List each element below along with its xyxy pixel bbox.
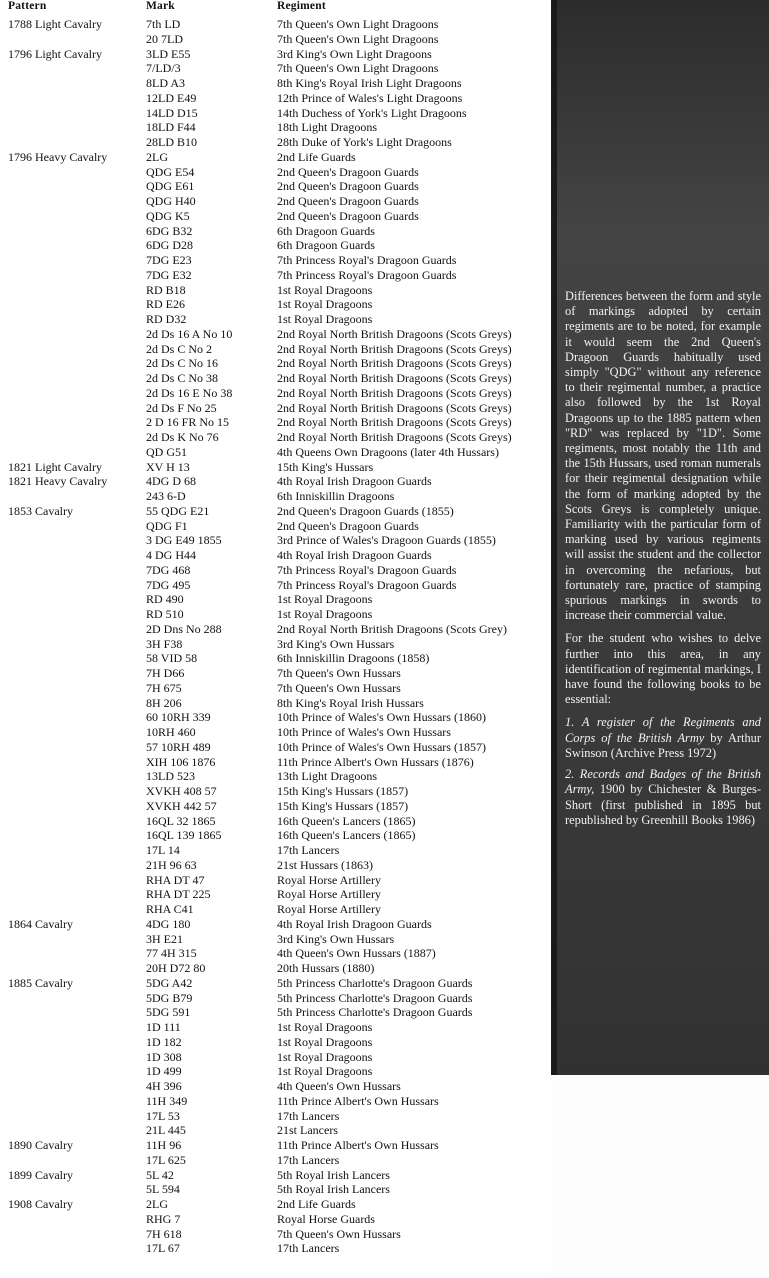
regiment-cell: 17th Lancers (277, 843, 340, 857)
mark-cell: 2d Ds K No 76 (146, 430, 219, 444)
regiment-cell: 8th King's Royal Irish Hussars (277, 695, 424, 710)
table-row (0, 120, 548, 135)
mark-cell: 21L 445 (146, 1123, 186, 1138)
mark-cell: 4 DG H44 (146, 548, 196, 562)
mark-cell: XVKH 408 57 (146, 784, 217, 798)
mark-cell: 7H D66 (146, 666, 185, 680)
regiment-cell: 2nd Life Guards (277, 149, 356, 164)
mark-cell: 28LD B10 (146, 135, 197, 149)
mark-cell: 58 VID 58 (146, 651, 198, 666)
table-row (0, 1153, 548, 1168)
regiment-cell: 7th Queen's Own Hussars (277, 666, 401, 680)
regiment-cell: 15th King's Hussars (277, 459, 374, 474)
mark-cell: 17L 14 (146, 843, 180, 857)
mark-cell: 3H F38 (146, 636, 183, 651)
regiment-cell: 7th Princess Royal's Dragoon Guards (277, 267, 457, 282)
table-row (0, 91, 548, 106)
mark-cell: 57 10RH 489 (146, 739, 211, 754)
regiment-cell: 2nd Royal North British Dragoons (Scots Greys) (277, 341, 512, 356)
pattern-cell: 1890 Cavalry (8, 1138, 73, 1152)
table-row (0, 887, 548, 902)
column-header-regiment: Regiment (277, 0, 326, 12)
table-row (0, 312, 548, 327)
book-2-title: 2. Records and Badges of the British Army, (565, 767, 761, 797)
table-row (0, 637, 548, 652)
mark-cell: RD E26 (146, 297, 185, 312)
table-row (0, 504, 548, 519)
regiment-cell: 16th Queen's Lancers (1865) (277, 813, 416, 828)
regiment-cell: 4th Royal Irish Dragoon Guards (277, 916, 432, 931)
regiment-cell: 7th Queen's Own Hussars (277, 1226, 401, 1241)
table-row (0, 283, 548, 298)
mark-cell: 5DG A42 (146, 975, 193, 990)
table-row (0, 991, 548, 1006)
pattern-cell: 1796 Heavy Cavalry (8, 149, 108, 164)
pattern-cell: 1821 Heavy Cavalry (8, 474, 108, 489)
table-row (0, 533, 548, 548)
mark-cell: 3 DG E49 1855 (146, 533, 222, 548)
table-row (0, 784, 548, 799)
regiment-cell: 2nd Royal North British Dragoons (Scots Greys) (277, 356, 512, 371)
sidebar-paragraph-2: For the student who wishes to delve further into this area, in any identification of regimental markings, I have found the following books to be essential: (565, 631, 761, 707)
mark-cell: QDG E54 (146, 164, 195, 179)
regiment-cell: 2nd Queen's Dragoon Guards (1855) (277, 503, 454, 518)
mark-cell: RD 510 (146, 607, 184, 621)
regiment-cell: 7th Queen's Own Hussars (277, 680, 401, 695)
regiment-cell: 3rd Prince of Wales's Dragoon Guards (1855) (277, 533, 496, 548)
regiment-cell: Royal Horse Guards (277, 1211, 375, 1226)
table-row (0, 666, 548, 681)
regiment-cell: 20th Hussars (1880) (277, 961, 375, 975)
table-row (0, 725, 548, 740)
regiment-cell: Royal Horse Artillery (277, 872, 381, 887)
mark-cell: 7DG 468 (146, 562, 191, 577)
regiment-cell: 15th King's Hussars (1857) (277, 784, 409, 798)
mark-cell: 243 6-D (146, 489, 186, 503)
mark-cell: 8H 206 (146, 695, 182, 710)
mark-cell: 21H 96 63 (146, 857, 197, 872)
regiment-cell: 10th Prince of Wales's Own Hussars (1857) (277, 739, 486, 754)
regiment-cell: 5th Royal Irish Lancers (277, 1182, 390, 1197)
regiment-cell: 2nd Royal North British Dragoons (Scots Greys) (277, 415, 512, 430)
mark-cell: RHA DT 225 (146, 887, 211, 902)
table-row (0, 1109, 548, 1124)
regiment-cell: 7th Queen's Own Light Dragoons (277, 61, 439, 76)
regiment-cell: 2nd Royal North British Dragoons (Scots Greys) (277, 326, 512, 341)
regiment-cell: Royal Horse Artillery (277, 887, 381, 902)
table-row (0, 1035, 548, 1050)
mark-cell: 13LD 523 (146, 769, 195, 784)
regiment-cell: 2nd Life Guards (277, 1197, 356, 1211)
table-row (0, 106, 548, 121)
regiment-cell: 1st Royal Dragoons (277, 607, 373, 621)
mark-cell: 5DG B79 (146, 990, 193, 1005)
regiment-cell: 5th Princess Charlotte's Dragoon Guards (277, 1005, 473, 1020)
table-row (0, 445, 548, 460)
table-row (0, 710, 548, 725)
regiment-cell: 10th Prince of Wales's Own Hussars (277, 725, 451, 739)
table-row (0, 1123, 548, 1138)
book-1-details: by Arthur Swinson (Archive Press 1972) (565, 730, 761, 760)
table-row (0, 61, 548, 76)
regiment-cell: 6th Dragoon Guards (277, 238, 375, 253)
mark-cell: 14LD D15 (146, 105, 198, 120)
table-row (0, 1168, 548, 1183)
regiment-cell: 2nd Royal North British Dragoons (Scots Greys) (277, 430, 512, 444)
table-row (0, 961, 548, 976)
table-row (0, 76, 548, 91)
book-reference-2 (565, 767, 761, 828)
book-1-title: 1. A register of the Regiments and Corps of the British Army (565, 715, 761, 745)
pattern-cell: 1899 Cavalry (8, 1167, 73, 1182)
table-row (0, 150, 548, 165)
regiment-cell: 1st Royal Dragoons (277, 1064, 373, 1079)
mark-cell: QDG H40 (146, 194, 196, 208)
table-row (0, 430, 548, 445)
table-row (0, 1020, 548, 1035)
regiment-cell: 11th Prince Albert's Own Hussars (277, 1093, 439, 1108)
regiment-cell: 6th Inniskillin Dragoons (277, 489, 395, 503)
regiment-cell: 2nd Royal North British Dragoons (Scots Greys) (277, 400, 512, 415)
regiment-cell: 16th Queen's Lancers (1865) (277, 828, 416, 843)
table-row (0, 17, 548, 32)
mark-cell: 20H D72 80 (146, 961, 206, 975)
table-row (0, 47, 548, 62)
table-row (0, 474, 548, 489)
table-row (0, 1182, 548, 1197)
mark-cell: 16QL 139 1865 (146, 828, 222, 843)
regiment-cell: 4th Royal Irish Dragoon Guards (277, 474, 432, 489)
table-row (0, 342, 548, 357)
mark-cell: 7DG 495 (146, 577, 191, 592)
column-header-pattern: Pattern (8, 0, 47, 12)
table-row (0, 1197, 548, 1212)
mark-cell: 10RH 460 (146, 725, 196, 739)
mark-cell: 16QL 32 1865 (146, 813, 216, 828)
mark-cell: RHA C41 (146, 902, 194, 916)
table-row (0, 194, 548, 209)
regiment-cell: 3rd King's Own Hussars (277, 931, 395, 946)
mark-cell: 7/LD/3 (146, 61, 181, 76)
table-row (0, 814, 548, 829)
mark-cell: 7th LD (146, 17, 181, 31)
mark-cell: QDG K5 (146, 208, 190, 223)
table-row (0, 1212, 548, 1227)
mark-cell: 8LD A3 (146, 76, 185, 90)
mark-cell: 2d Ds F No 25 (146, 400, 217, 415)
regiment-cell: 5th Princess Charlotte's Dragoon Guards (277, 990, 473, 1005)
table-row (0, 843, 548, 858)
mark-cell: 3LD E55 (146, 46, 191, 61)
table-row (0, 548, 548, 563)
mark-cell: 5L 594 (146, 1182, 180, 1197)
table-row (0, 165, 548, 180)
table-row (0, 1138, 548, 1153)
mark-cell: 20 7LD (146, 31, 183, 46)
mark-cell: QDG F1 (146, 518, 188, 533)
pattern-cell: 1908 Cavalry (8, 1197, 73, 1211)
mark-cell: QD G51 (146, 444, 187, 459)
table-row (0, 563, 548, 578)
table-row (0, 415, 548, 430)
mark-cell: 1D 182 (146, 1034, 182, 1049)
mark-cell: RD B18 (146, 282, 186, 297)
table-row (0, 578, 548, 593)
regiment-cell: 5th Royal Irish Lancers (277, 1167, 390, 1182)
mark-cell: RHA DT 47 (146, 872, 205, 887)
mark-cell: 77 4H 315 (146, 946, 197, 961)
pattern-cell: 1885 Cavalry (8, 975, 73, 990)
table-row (0, 356, 548, 371)
mark-cell: RD D32 (146, 312, 187, 326)
table-row (0, 622, 548, 637)
regiment-cell: 6th Inniskillin Dragoons (1858) (277, 651, 430, 666)
mark-cell: 2d Ds C No 16 (146, 356, 219, 371)
table-row (0, 489, 548, 504)
regiment-cell: 10th Prince of Wales's Own Hussars (1860) (277, 710, 486, 725)
table-row (0, 607, 548, 622)
regiment-cell: 1st Royal Dragoons (277, 282, 373, 297)
regiment-cell: 1st Royal Dragoons (277, 592, 373, 607)
regiment-cell: 2nd Royal North British Dragoons (Scots Greys) (277, 385, 512, 400)
regiment-cell: 1st Royal Dragoons (277, 297, 373, 312)
table-row (0, 460, 548, 475)
mark-cell: 17L 625 (146, 1152, 186, 1167)
mark-cell: 17L 67 (146, 1241, 180, 1256)
table-row (0, 32, 548, 47)
table-row (0, 651, 548, 666)
regiment-cell: 7th Princess Royal's Dragoon Guards (277, 253, 457, 267)
regiment-cell: 4th Queen's Own Hussars (1887) (277, 946, 436, 961)
table-row (0, 696, 548, 711)
regiment-cell: 8th King's Royal Irish Light Dragoons (277, 76, 462, 90)
regiment-cell: 3rd King's Own Hussars (277, 636, 395, 651)
table-row (0, 268, 548, 283)
mark-cell: 6DG D28 (146, 238, 193, 253)
mark-cell: 4DG 180 (146, 916, 191, 931)
table-row (0, 1005, 548, 1020)
mark-cell: 1D 308 (146, 1049, 182, 1064)
pattern-cell: 1853 Cavalry (8, 503, 73, 518)
mark-cell: 17L 53 (146, 1108, 180, 1123)
regiment-cell: 4th Queen's Own Hussars (277, 1079, 401, 1093)
table-row (0, 1079, 548, 1094)
mark-cell: 4H 396 (146, 1079, 182, 1093)
table-row (0, 755, 548, 770)
table-row (0, 740, 548, 755)
regiment-cell: 14th Duchess of York's Light Dragoons (277, 105, 467, 120)
table-row (0, 371, 548, 386)
table-row (0, 401, 548, 416)
mark-cell: 1D 111 (146, 1020, 181, 1034)
regiment-cell: 1st Royal Dragoons (277, 1020, 373, 1034)
table-row (0, 253, 548, 268)
table-row (0, 238, 548, 253)
regiment-cell: 28th Duke of York's Light Dragoons (277, 135, 452, 149)
table-row (0, 828, 548, 843)
mark-cell: 7DG E23 (146, 253, 192, 267)
table-row (0, 976, 548, 991)
table-row (0, 179, 548, 194)
regiment-cell: 1st Royal Dragoons (277, 1049, 373, 1064)
regiment-cell: 12th Prince of Wales's Light Dragoons (277, 90, 463, 105)
mark-cell: 2d Ds 16 A No 10 (146, 326, 233, 341)
mark-cell: 2d Ds C No 38 (146, 371, 219, 385)
mark-cell: 7H 618 (146, 1226, 182, 1241)
regiment-cell: 18th Light Dragoons (277, 120, 377, 135)
mark-cell: 18LD F44 (146, 120, 196, 135)
regiment-cell: 11th Prince Albert's Own Hussars (277, 1138, 439, 1152)
mark-cell: 2d Ds 16 E No 38 (146, 385, 233, 400)
table-row (0, 902, 548, 917)
table-row (0, 1241, 548, 1256)
mark-cell: QDG E61 (146, 179, 195, 194)
mark-cell: 1D 499 (146, 1064, 182, 1079)
mark-cell: 12LD E49 (146, 90, 197, 105)
mark-cell: 2LG (146, 1197, 168, 1211)
mark-cell: 2LG (146, 149, 168, 164)
regiment-cell: 11th Prince Albert's Own Hussars (1876) (277, 754, 474, 769)
regiment-cell: 15th King's Hussars (1857) (277, 798, 409, 813)
pattern-cell: 1796 Light Cavalry (8, 46, 102, 61)
mark-cell: XVKH 442 57 (146, 798, 217, 813)
mark-cell: 11H 96 (146, 1138, 182, 1152)
mark-cell: 11H 349 (146, 1093, 188, 1108)
mark-cell: RHG 7 (146, 1211, 181, 1226)
regiment-cell: 7th Princess Royal's Dragoon Guards (277, 562, 457, 577)
pattern-cell: 1821 Light Cavalry (8, 459, 102, 474)
mark-cell: RD 490 (146, 592, 184, 607)
table-row (0, 592, 548, 607)
table-row (0, 297, 548, 312)
regiment-cell: 2nd Queen's Dragoon Guards (277, 194, 419, 208)
mark-cell: 6DG B32 (146, 223, 193, 238)
regiment-cell: 7th Princess Royal's Dragoon Guards (277, 577, 457, 592)
book-2-details: 1900 by Chichester & Burges-Short (first published in 1895 but republished by Greenhill Books 1986) (565, 782, 761, 827)
table-row (0, 873, 548, 888)
regiment-cell: 2nd Queen's Dragoon Guards (277, 208, 419, 223)
regiment-cell: 2nd Royal North British Dragoons (Scots Grey) (277, 621, 507, 636)
mark-cell: 7DG E32 (146, 267, 192, 282)
mark-cell: 2 D 16 FR No 15 (146, 415, 230, 430)
regiment-cell: 17th Lancers (277, 1108, 340, 1123)
mark-cell: XIH 106 1876 (146, 754, 216, 769)
sidebar-text (565, 289, 761, 834)
column-header-mark: Mark (146, 0, 175, 12)
table-row (0, 224, 548, 239)
regiment-cell: 7th Queen's Own Light Dragoons (277, 17, 439, 31)
mark-cell: 7H 675 (146, 680, 182, 695)
regiment-cell: 6th Dragoon Guards (277, 223, 375, 238)
table-row (0, 519, 548, 534)
regiment-cell: 2nd Royal North British Dragoons (Scots Greys) (277, 371, 512, 385)
regiment-cell: Royal Horse Artillery (277, 902, 381, 916)
table-row (0, 681, 548, 696)
table-row (0, 769, 548, 784)
table-row (0, 1094, 548, 1109)
table-row (0, 209, 548, 224)
mark-cell: 2D Dns No 288 (146, 621, 222, 636)
mark-cell: 60 10RH 339 (146, 710, 211, 725)
regiment-cell: 4th Royal Irish Dragoon Guards (277, 548, 432, 562)
regiment-cell: 2nd Queen's Dragoon Guards (277, 518, 419, 533)
sidebar-paragraph-1: Differences between the form and style of markings adopted by certain regiments are to be noted, for example it would seem the 2nd Queen's Dragoon Guards habitually used simply "QDG" without any reference to their regimental number, a practice also followed by the 1st Royal Dragoons up to the 1885 pattern when "RD" was replaced by "1D". Some regiments, most notably the 11th and the 15th Hussars, used roman numerals for their regimental designation while the form of marking adopted by the Scots Greys is completely unique. Familiarity with the particular form of marking used by various regiments will assist the student and the collector in overcoming the nefarious, but fortunately rare, practice of stamping spurious markings in swords to increase their commercial value. (565, 289, 761, 623)
mark-cell: 5DG 591 (146, 1005, 191, 1020)
regiment-cell: 17th Lancers (277, 1241, 340, 1256)
table-row (0, 858, 548, 873)
table-row (0, 386, 548, 401)
table-row (0, 1227, 548, 1242)
table-row (0, 327, 548, 342)
regiment-cell: 2nd Queen's Dragoon Guards (277, 179, 419, 194)
pattern-cell: 1788 Light Cavalry (8, 17, 102, 31)
table-row (0, 917, 548, 932)
pattern-cell: 1864 Cavalry (8, 916, 73, 931)
book-reference-1 (565, 715, 761, 761)
markings-table (0, 17, 548, 1256)
table-row (0, 932, 548, 947)
mark-cell: 5L 42 (146, 1167, 174, 1182)
table-row (0, 135, 548, 150)
mark-cell: 4DG D 68 (146, 474, 196, 489)
regiment-cell: 21st Lancers (277, 1123, 338, 1138)
regiment-cell: 7th Queen's Own Light Dragoons (277, 31, 439, 46)
mark-cell: 2d Ds C No 2 (146, 341, 213, 356)
regiment-cell: 3rd King's Own Light Dragoons (277, 46, 432, 61)
regiment-cell: 21st Hussars (1863) (277, 857, 373, 872)
regiment-cell: 17th Lancers (277, 1152, 340, 1167)
regiment-cell: 1st Royal Dragoons (277, 1034, 373, 1049)
table-row (0, 1050, 548, 1065)
table-row (0, 1064, 548, 1079)
regiment-cell: 2nd Queen's Dragoon Guards (277, 164, 419, 179)
mark-cell: 55 QDG E21 (146, 503, 210, 518)
table-row (0, 946, 548, 961)
table-row (0, 799, 548, 814)
mark-cell: 3H E21 (146, 931, 183, 946)
regiment-cell: 5th Princess Charlotte's Dragoon Guards (277, 975, 473, 990)
regiment-cell: 1st Royal Dragoons (277, 312, 373, 326)
regiment-cell: 13th Light Dragoons (277, 769, 377, 784)
mark-cell: XV H 13 (146, 459, 190, 474)
regiment-cell: 4th Queens Own Dragoons (later 4th Hussars) (277, 444, 499, 459)
